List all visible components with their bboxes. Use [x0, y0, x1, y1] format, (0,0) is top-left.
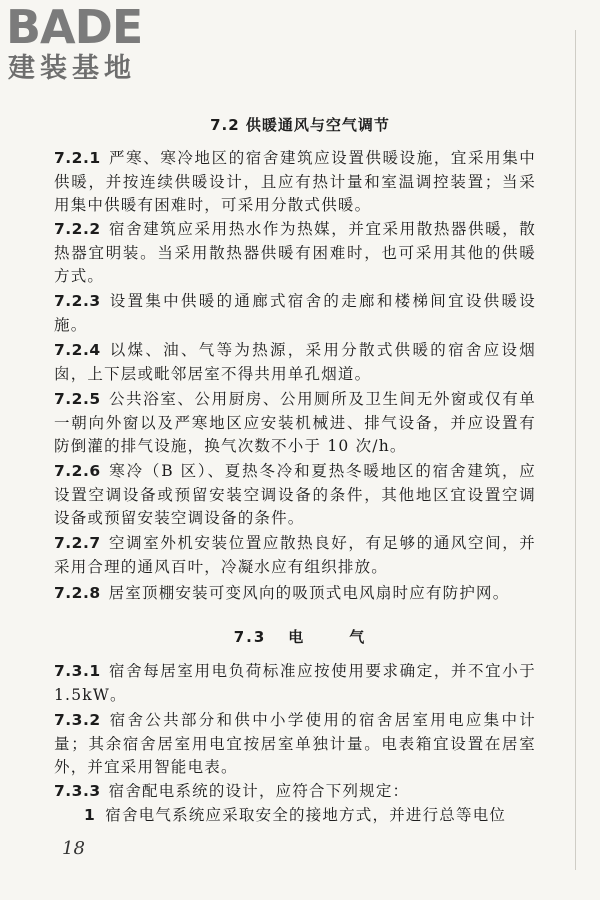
clause-text: 宿舍配电系统的设计，应符合下列规定：: [108, 782, 410, 800]
clause-number: 7.2.8: [54, 584, 101, 602]
clause-number: 7.3.3: [54, 782, 101, 800]
clause-text: 公共浴室、公用厨房、公用厕所及卫生间无外窗或仅有单一朝向外窗以及严寒地区应安装机械进、排气设备，并应设置有防倒灌的排气设施，换气次数不小于 10 次/h。: [54, 390, 536, 455]
clause-number: 7.3.1: [54, 662, 101, 680]
clause-7-2-6: [54, 460, 536, 531]
list-item-text: 宿舍电气系统应采取安全的接地方式，并进行总等电位: [105, 806, 507, 824]
list-item-1: [54, 804, 536, 828]
clause-number: 7.2.6: [54, 462, 101, 480]
clause-number: 7.2.4: [54, 341, 101, 359]
clause-text: 空调室外机安装位置应散热良好，有足够的通风空间，并采用合理的通风百叶，冷凝水应有组织排放。: [54, 534, 536, 576]
clause-7-2-2: [54, 218, 536, 289]
clause-number: 7.2.1: [54, 149, 101, 167]
clause-text: 宿舍每居室用电负荷标准应按使用要求确定，并不宜小于 1.5kW。: [54, 662, 536, 704]
clause-7-2-4: [54, 339, 536, 386]
list-item-number: 1: [84, 806, 96, 824]
section-title-7-3: [0, 626, 600, 647]
section-title-char-2: 气: [349, 628, 367, 646]
clause-text: 宿舍建筑应采用热水作为热媒，并宜采用散热器供暖，散热器宜明装。当采用散热器供暖有困难时，也可采用其他的供暖方式。: [54, 220, 536, 285]
clause-7-2-8: [54, 582, 536, 606]
clause-7-2-7: [54, 532, 536, 579]
page-edge-line: [575, 30, 576, 870]
logo-subtitle: 建装基地: [8, 53, 136, 84]
clause-number: 7.2.2: [54, 220, 101, 238]
section-title-char-1: 电: [288, 628, 306, 646]
clause-7-2-3: [54, 290, 536, 337]
logo-mark: BADE: [6, 0, 143, 54]
section-title-7-2: 7.2 供暖通风与空气调节: [210, 116, 390, 134]
clause-number: 7.2.5: [54, 390, 101, 408]
clause-text: 宿舍公共部分和供中小学使用的宿舍居室用电应集中计量；其余宿舍居室用电宜按居室单独计量。电表箱宜设置在居室外，并宜采用智能电表。: [54, 711, 536, 776]
clause-7-3-1: [54, 660, 536, 707]
publisher-logo: [6, 2, 181, 92]
clause-number: 7.2.7: [54, 534, 101, 552]
clause-text: 居室顶棚安装可变风向的吸顶式电风扇时应有防护网。: [108, 584, 510, 602]
clause-text: 以煤、油、气等为热源，采用分散式供暖的宿舍应设烟囱，上下层或毗邻居室不得共用单孔烟道。: [54, 341, 536, 383]
clause-7-2-1: [54, 147, 536, 218]
clause-7-3-3: [54, 780, 536, 804]
clause-7-2-5: [54, 388, 536, 459]
section-number: 7.3: [233, 628, 267, 646]
clause-number: 7.3.2: [54, 711, 101, 729]
clause-text: 严寒、寒冷地区的宿舍建筑应设置供暖设施，宜采用集中供暖，并按连续供暖设计，且应有热计量和室温调控装置；当采用集中供暖有困难时，可采用分散式供暖。: [54, 149, 536, 214]
clause-text: 寒冷（B 区）、夏热冬冷和夏热冬暖地区的宿舍建筑，应设置空调设备或预留安装空调设备的条件，其他地区宜设置空调设备或预留安装空调设备的条件。: [54, 462, 536, 527]
clause-text: 设置集中供暖的通廊式宿舍的走廊和楼梯间宜设供暖设施。: [54, 292, 536, 334]
clause-7-3-2: [54, 709, 536, 780]
clause-number: 7.2.3: [54, 292, 101, 310]
page-number: 18: [62, 838, 85, 859]
